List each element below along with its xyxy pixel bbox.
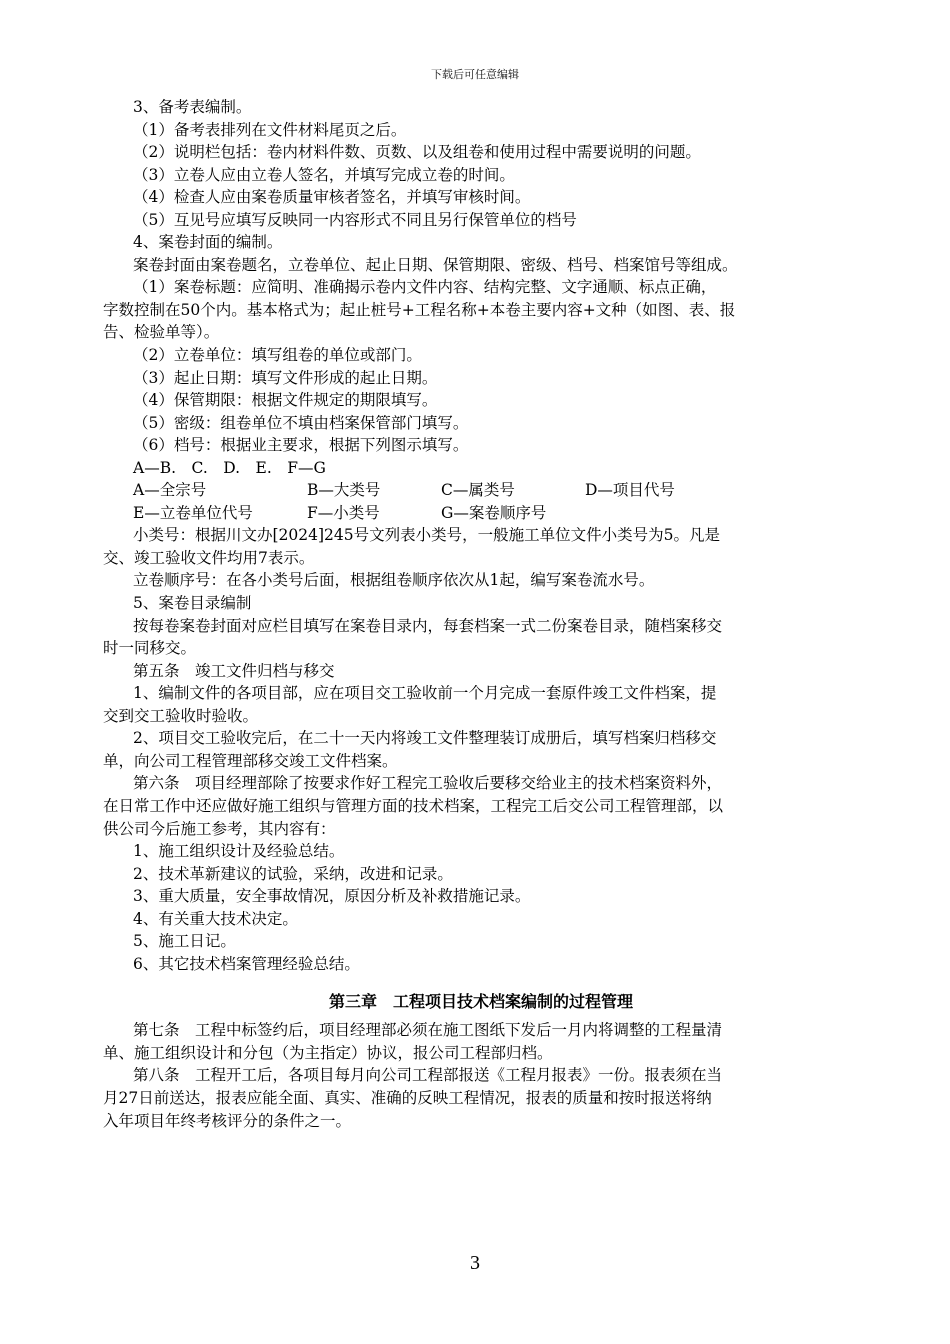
code-item: D—项目代号: [585, 481, 675, 500]
code-item: A—全宗号: [133, 481, 207, 500]
code-item: F—小类号: [307, 503, 380, 522]
text-line: （1）案卷标题：应简明、准确揭示卷内文件内容、结构完整、文字通顺、标点正确，: [133, 278, 717, 297]
code-legend-row: [103, 479, 859, 502]
text-line: （2）立卷单位：填写组卷的单位或部门。: [133, 346, 422, 365]
text-line: 4、有关重大技术决定。: [133, 909, 298, 928]
text-line: （2）说明栏包括：卷内材料件数、页数、以及组卷和使用过程中需要说明的问题。: [133, 143, 701, 162]
code-item: G—案卷顺序号: [441, 503, 547, 522]
text-line: 时一同移交。: [103, 639, 197, 658]
text-line: 1、施工组织设计及经验总结。: [133, 842, 345, 861]
text-line: （3）起止日期：填写文件形成的起止日期。: [133, 368, 438, 387]
text-line: 6、其它技术档案管理经验总结。: [133, 954, 360, 973]
document-body: [103, 96, 859, 1132]
chapter-heading: 第三章 工程项目技术档案编制的过程管理: [328, 992, 633, 1012]
text-line: 单、施工组织设计和分包（为主指定）协议，报公司工程部归档。: [103, 1043, 553, 1062]
code-item: E—立卷单位代号: [133, 503, 253, 522]
text-line: 5、施工日记。: [133, 932, 236, 951]
text-line: （4）检查人应由案卷质量审核者签名，并填写审核时间。: [133, 188, 531, 207]
text-line: 在日常工作中还应做好施工组织与管理方面的技术档案，工程完工后交公司工程管理部，以: [103, 796, 724, 815]
text-line: 4、案卷封面的编制。: [133, 233, 283, 252]
text-line: 3、备考表编制。: [133, 98, 252, 116]
text-line: 交、竣工验收文件均用7表示。: [103, 548, 315, 567]
text-line: 2、技术革新建议的试验，采纳，改进和记录。: [133, 864, 453, 883]
text-line: 月27日前送达，报表应能全面、真实、准确的反映工程情况，报表的质量和按时报送将纳: [103, 1088, 712, 1107]
text-line: A—B. C. D. E. F—G: [133, 458, 326, 477]
text-line: 第六条 项目经理部除了按要求作好工程完工验收后要移交给业主的技术档案资料外，: [133, 774, 723, 793]
text-line: （3）立卷人应由立卷人签名，并填写完成立卷的时间。: [133, 165, 515, 184]
text-line: 按每卷案卷封面对应栏目填写在案卷目录内，每套档案一式二份案卷目录，随档案移交: [133, 616, 723, 635]
text-line: 5、案卷目录编制: [133, 594, 252, 613]
page-header: 下载后可任意编辑: [431, 68, 519, 81]
text-line: 交到交工验收时验收。: [103, 706, 259, 725]
text-line: 入年项目年终考核评分的条件之一。: [103, 1111, 352, 1130]
text-line: 告、检验单等）。: [103, 323, 220, 342]
text-line: 案卷封面由案卷题名，立卷单位、起止日期、保管期限、密级、档号、档案馆号等组成。: [133, 255, 738, 274]
code-legend-row: [103, 502, 859, 525]
code-item: B—大类号: [307, 481, 381, 500]
code-item: C—属类号: [441, 481, 515, 500]
text-line: 1、编制文件的各项目部，应在项目交工验收前一个月完成一套原件竣工文件档案，提: [133, 684, 717, 703]
text-line: 供公司今后施工参考，其内容有：: [103, 819, 336, 838]
text-line: （6）档号：根据业主要求，根据下列图示填写。: [133, 436, 469, 455]
text-line: （5）互见号应填写反映同一内容形式不同且另行保管单位的档号: [133, 210, 577, 229]
page-number: 3: [470, 1252, 480, 1274]
text-line: （4）保管期限：根据文件规定的期限填写。: [133, 391, 438, 410]
text-line: 第七条 工程中标签约后，项目经理部必须在施工图纸下发后一月内将调整的工程量清: [133, 1021, 723, 1040]
text-line: 字数控制在50个内。基本格式为；起止桩号+工程名称+本卷主要内容+文种（如图、表、报: [103, 300, 736, 319]
text-line: 第八条 工程开工后，各项目每月向公司工程部报送《工程月报表》一份。报表须在当: [133, 1066, 723, 1085]
text-line: （5）密级：组卷单位不填由档案保管部门填写。: [133, 413, 469, 432]
text-line: 3、重大质量，安全事故情况，原因分析及补救措施记录。: [133, 887, 531, 906]
text-line: 第五条 竣工文件归档与移交: [133, 661, 335, 680]
text-line: 小类号：根据川文办[2024]245号文列表小类号，一般施工单位文件小类号为5。凡是: [133, 526, 720, 545]
text-line: （1）备考表排列在文件材料尾页之后。: [133, 120, 407, 139]
text-line: 单，向公司工程管理部移交竣工文件档案。: [103, 751, 398, 770]
text-line: 立卷顺序号：在各小类号后面，根据组卷顺序依次从1起，编写案卷流水号。: [133, 571, 655, 590]
text-line: 2、项目交工验收完后，在二十一天内将竣工文件整理装订成册后，填写档案归档移交: [133, 729, 717, 748]
